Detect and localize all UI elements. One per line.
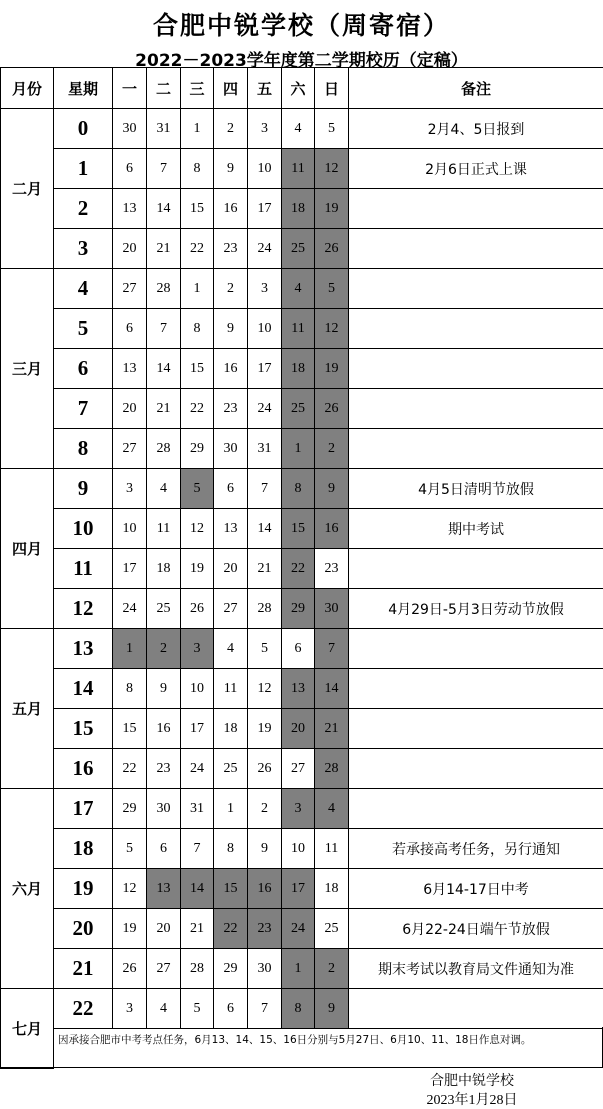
day-cell: 5 bbox=[181, 989, 214, 1029]
day-cell: 20 bbox=[214, 549, 248, 589]
header-sat: 六 bbox=[282, 68, 315, 109]
day-cell: 6 bbox=[282, 629, 315, 669]
day-cell: 26 bbox=[113, 949, 147, 989]
month-label: 二月 bbox=[1, 109, 54, 269]
day-cell: 5 bbox=[113, 829, 147, 869]
day-cell: 6 bbox=[113, 149, 147, 189]
day-cell: 10 bbox=[248, 149, 282, 189]
day-cell: 4 bbox=[147, 469, 181, 509]
day-cell: 9 bbox=[214, 149, 248, 189]
day-cell: 27 bbox=[113, 269, 147, 309]
day-cell: 17 bbox=[181, 709, 214, 749]
day-cell: 6 bbox=[113, 309, 147, 349]
day-cell: 24 bbox=[248, 229, 282, 269]
day-cell-holiday: 8 bbox=[282, 989, 315, 1029]
header-thu: 四 bbox=[214, 68, 248, 109]
day-cell: 11 bbox=[147, 509, 181, 549]
day-cell: 22 bbox=[113, 749, 147, 789]
day-cell: 18 bbox=[315, 869, 349, 909]
day-cell: 16 bbox=[147, 709, 181, 749]
month-label: 四月 bbox=[1, 469, 54, 629]
day-cell-holiday: 16 bbox=[315, 509, 349, 549]
day-cell: 12 bbox=[248, 669, 282, 709]
border-left bbox=[0, 1027, 1, 1068]
day-cell: 6 bbox=[214, 469, 248, 509]
week-row bbox=[1, 389, 603, 429]
day-cell: 24 bbox=[181, 749, 214, 789]
week-row bbox=[1, 629, 603, 669]
day-cell-holiday: 19 bbox=[315, 349, 349, 389]
day-cell: 10 bbox=[181, 669, 214, 709]
week-number: 6 bbox=[54, 349, 113, 389]
note-cell bbox=[349, 389, 603, 429]
day-cell: 23 bbox=[214, 229, 248, 269]
school-calendar-table bbox=[0, 67, 603, 1069]
day-cell: 15 bbox=[181, 189, 214, 229]
note-cell bbox=[349, 189, 603, 229]
note-cell bbox=[349, 309, 603, 349]
week-row bbox=[1, 509, 603, 549]
week-row bbox=[1, 909, 603, 949]
header-month: 月份 bbox=[1, 68, 54, 109]
day-cell-holiday: 28 bbox=[315, 749, 349, 789]
day-cell: 19 bbox=[113, 909, 147, 949]
week-number: 13 bbox=[54, 629, 113, 669]
day-cell: 21 bbox=[147, 389, 181, 429]
day-cell: 17 bbox=[113, 549, 147, 589]
day-cell: 30 bbox=[113, 109, 147, 149]
day-cell-holiday: 30 bbox=[315, 589, 349, 629]
day-cell-holiday: 5 bbox=[181, 469, 214, 509]
note-cell bbox=[349, 429, 603, 469]
note-cell: 6月22-24日端午节放假 bbox=[349, 909, 603, 949]
day-cell-holiday: 4 bbox=[282, 269, 315, 309]
note-cell bbox=[349, 669, 603, 709]
week-number: 3 bbox=[54, 229, 113, 269]
day-cell: 13 bbox=[214, 509, 248, 549]
day-cell: 6 bbox=[147, 829, 181, 869]
note-cell: 2月4、5日报到 bbox=[349, 109, 603, 149]
week-row bbox=[1, 829, 603, 869]
header-tue: 二 bbox=[147, 68, 181, 109]
week-row bbox=[1, 349, 603, 389]
day-cell: 31 bbox=[248, 429, 282, 469]
day-cell-holiday: 3 bbox=[282, 789, 315, 829]
week-row bbox=[1, 669, 603, 709]
month-label: 五月 bbox=[1, 629, 54, 789]
day-cell-holiday: 1 bbox=[113, 629, 147, 669]
day-cell: 11 bbox=[214, 669, 248, 709]
week-number: 12 bbox=[54, 589, 113, 629]
day-cell: 2 bbox=[248, 789, 282, 829]
week-number: 21 bbox=[54, 949, 113, 989]
day-cell: 25 bbox=[214, 749, 248, 789]
week-row bbox=[1, 949, 603, 989]
day-cell: 3 bbox=[113, 989, 147, 1029]
day-cell: 23 bbox=[315, 549, 349, 589]
header-row bbox=[1, 68, 603, 109]
day-cell: 29 bbox=[113, 789, 147, 829]
day-cell: 30 bbox=[248, 949, 282, 989]
day-cell-holiday: 2 bbox=[147, 629, 181, 669]
day-cell: 16 bbox=[214, 189, 248, 229]
day-cell: 31 bbox=[147, 109, 181, 149]
day-cell-holiday: 22 bbox=[214, 909, 248, 949]
day-cell: 2 bbox=[214, 269, 248, 309]
day-cell-holiday: 1 bbox=[282, 949, 315, 989]
day-cell-holiday: 13 bbox=[282, 669, 315, 709]
day-cell-holiday: 14 bbox=[181, 869, 214, 909]
day-cell: 19 bbox=[248, 709, 282, 749]
day-cell: 4 bbox=[282, 109, 315, 149]
week-row bbox=[1, 469, 603, 509]
day-cell: 28 bbox=[147, 269, 181, 309]
day-cell-holiday: 1 bbox=[282, 429, 315, 469]
day-cell-holiday: 11 bbox=[282, 149, 315, 189]
day-cell-holiday: 2 bbox=[315, 949, 349, 989]
day-cell: 18 bbox=[147, 549, 181, 589]
note-cell bbox=[349, 269, 603, 309]
day-cell: 15 bbox=[181, 349, 214, 389]
day-cell-holiday: 15 bbox=[282, 509, 315, 549]
day-cell: 27 bbox=[113, 429, 147, 469]
day-cell: 28 bbox=[181, 949, 214, 989]
week-row bbox=[1, 589, 603, 629]
day-cell: 27 bbox=[214, 589, 248, 629]
note-cell bbox=[349, 549, 603, 589]
day-cell: 1 bbox=[214, 789, 248, 829]
week-row bbox=[1, 709, 603, 749]
week-row bbox=[1, 549, 603, 589]
note-cell bbox=[349, 229, 603, 269]
day-cell-holiday: 12 bbox=[315, 309, 349, 349]
day-cell: 4 bbox=[147, 989, 181, 1029]
month-label: 三月 bbox=[1, 269, 54, 469]
day-cell: 9 bbox=[147, 669, 181, 709]
day-cell-holiday: 25 bbox=[282, 389, 315, 429]
day-cell-holiday: 20 bbox=[282, 709, 315, 749]
week-row bbox=[1, 189, 603, 229]
day-cell: 8 bbox=[181, 309, 214, 349]
day-cell: 17 bbox=[248, 349, 282, 389]
day-cell: 10 bbox=[113, 509, 147, 549]
note-cell: 若承接高考任务，另行通知 bbox=[349, 829, 603, 869]
day-cell: 21 bbox=[248, 549, 282, 589]
day-cell: 7 bbox=[147, 149, 181, 189]
day-cell: 18 bbox=[214, 709, 248, 749]
day-cell: 29 bbox=[214, 949, 248, 989]
day-cell: 12 bbox=[181, 509, 214, 549]
day-cell: 28 bbox=[147, 429, 181, 469]
day-cell-holiday: 16 bbox=[248, 869, 282, 909]
note-cell bbox=[349, 789, 603, 829]
day-cell: 24 bbox=[248, 389, 282, 429]
day-cell: 7 bbox=[181, 829, 214, 869]
day-cell-holiday: 21 bbox=[315, 709, 349, 749]
day-cell: 29 bbox=[181, 429, 214, 469]
day-cell: 21 bbox=[147, 229, 181, 269]
day-cell-holiday: 15 bbox=[214, 869, 248, 909]
header-fri: 五 bbox=[248, 68, 282, 109]
day-cell-holiday: 7 bbox=[315, 629, 349, 669]
day-cell: 16 bbox=[214, 349, 248, 389]
day-cell: 11 bbox=[315, 829, 349, 869]
day-cell: 14 bbox=[147, 349, 181, 389]
week-row bbox=[1, 429, 603, 469]
week-number: 5 bbox=[54, 309, 113, 349]
note-cell: 期末考试以教育局文件通知为准 bbox=[349, 949, 603, 989]
week-number: 22 bbox=[54, 989, 113, 1029]
day-cell: 28 bbox=[248, 589, 282, 629]
day-cell: 22 bbox=[181, 229, 214, 269]
week-row bbox=[1, 789, 603, 829]
day-cell-holiday: 8 bbox=[282, 469, 315, 509]
day-cell: 1 bbox=[181, 269, 214, 309]
note-cell: 4月5日清明节放假 bbox=[349, 469, 603, 509]
header-sun: 日 bbox=[315, 68, 349, 109]
note-cell: 期中考试 bbox=[349, 509, 603, 549]
day-cell: 23 bbox=[147, 749, 181, 789]
day-cell: 22 bbox=[181, 389, 214, 429]
header-notes: 备注 bbox=[349, 68, 603, 109]
day-cell: 5 bbox=[248, 629, 282, 669]
day-cell: 21 bbox=[181, 909, 214, 949]
day-cell-holiday: 23 bbox=[248, 909, 282, 949]
day-cell: 27 bbox=[147, 949, 181, 989]
day-cell: 7 bbox=[248, 469, 282, 509]
note-cell bbox=[349, 709, 603, 749]
day-cell: 30 bbox=[214, 429, 248, 469]
day-cell-holiday: 11 bbox=[282, 309, 315, 349]
week-number: 16 bbox=[54, 749, 113, 789]
day-cell: 31 bbox=[181, 789, 214, 829]
note-cell: 2月6日正式上课 bbox=[349, 149, 603, 189]
week-number: 0 bbox=[54, 109, 113, 149]
week-number: 11 bbox=[54, 549, 113, 589]
day-cell: 3 bbox=[248, 109, 282, 149]
day-cell-holiday: 26 bbox=[315, 389, 349, 429]
week-number: 10 bbox=[54, 509, 113, 549]
day-cell-holiday: 9 bbox=[315, 469, 349, 509]
day-cell: 17 bbox=[248, 189, 282, 229]
week-number: 2 bbox=[54, 189, 113, 229]
day-cell-holiday: 18 bbox=[282, 349, 315, 389]
day-cell: 3 bbox=[113, 469, 147, 509]
day-cell: 26 bbox=[181, 589, 214, 629]
note-cell bbox=[349, 349, 603, 389]
week-row bbox=[1, 149, 603, 189]
calendar-subtitle: 2022－2023学年度第二学期校历（定稿） bbox=[135, 51, 468, 71]
week-row bbox=[1, 309, 603, 349]
week-number: 18 bbox=[54, 829, 113, 869]
day-cell-holiday: 5 bbox=[315, 269, 349, 309]
day-cell: 24 bbox=[113, 589, 147, 629]
day-cell: 14 bbox=[147, 189, 181, 229]
header-wed: 三 bbox=[181, 68, 214, 109]
note-cell: 4月29日-5月3日劳动节放假 bbox=[349, 589, 603, 629]
week-number: 4 bbox=[54, 269, 113, 309]
week-number: 1 bbox=[54, 149, 113, 189]
border-bottom bbox=[0, 1067, 603, 1068]
day-cell: 8 bbox=[214, 829, 248, 869]
day-cell: 13 bbox=[113, 349, 147, 389]
day-cell: 20 bbox=[147, 909, 181, 949]
day-cell: 6 bbox=[214, 989, 248, 1029]
day-cell: 23 bbox=[214, 389, 248, 429]
day-cell-holiday: 26 bbox=[315, 229, 349, 269]
day-cell-holiday: 25 bbox=[282, 229, 315, 269]
month-label: 六月 bbox=[1, 789, 54, 989]
day-cell: 5 bbox=[315, 109, 349, 149]
week-row bbox=[1, 749, 603, 789]
footnote-text: 因承接合肥市中考考点任务，6月13、14、15、16日分别与5月27日、6月10、11、18日作息对调。 bbox=[58, 1034, 532, 1046]
day-cell-holiday: 14 bbox=[315, 669, 349, 709]
note-cell: 6月14-17日中考 bbox=[349, 869, 603, 909]
day-cell: 3 bbox=[248, 269, 282, 309]
day-cell: 7 bbox=[147, 309, 181, 349]
footer-school: 合肥中锐学校 bbox=[430, 1074, 514, 1089]
week-row bbox=[1, 229, 603, 269]
day-cell-holiday: 12 bbox=[315, 149, 349, 189]
day-cell-holiday: 4 bbox=[315, 789, 349, 829]
day-cell-holiday: 29 bbox=[282, 589, 315, 629]
header-mon: 一 bbox=[113, 68, 147, 109]
day-cell: 12 bbox=[113, 869, 147, 909]
day-cell: 27 bbox=[282, 749, 315, 789]
day-cell: 25 bbox=[147, 589, 181, 629]
day-cell-holiday: 22 bbox=[282, 549, 315, 589]
day-cell: 8 bbox=[181, 149, 214, 189]
day-cell: 19 bbox=[181, 549, 214, 589]
day-cell-holiday: 17 bbox=[282, 869, 315, 909]
day-cell: 1 bbox=[181, 109, 214, 149]
day-cell: 10 bbox=[248, 309, 282, 349]
day-cell: 20 bbox=[113, 389, 147, 429]
day-cell: 9 bbox=[248, 829, 282, 869]
day-cell: 20 bbox=[113, 229, 147, 269]
day-cell-holiday: 9 bbox=[315, 989, 349, 1029]
day-cell-holiday: 18 bbox=[282, 189, 315, 229]
calendar-title: 合肥中锐学校（周寄宿） bbox=[152, 11, 450, 40]
week-number: 7 bbox=[54, 389, 113, 429]
day-cell-holiday: 13 bbox=[147, 869, 181, 909]
day-cell: 13 bbox=[113, 189, 147, 229]
week-row bbox=[1, 109, 603, 149]
day-cell: 30 bbox=[147, 789, 181, 829]
note-cell bbox=[349, 629, 603, 669]
week-number: 15 bbox=[54, 709, 113, 749]
week-row bbox=[1, 269, 603, 309]
day-cell-holiday: 2 bbox=[315, 429, 349, 469]
week-number: 14 bbox=[54, 669, 113, 709]
day-cell: 10 bbox=[282, 829, 315, 869]
week-number: 20 bbox=[54, 909, 113, 949]
day-cell: 15 bbox=[113, 709, 147, 749]
day-cell-holiday: 3 bbox=[181, 629, 214, 669]
day-cell: 4 bbox=[214, 629, 248, 669]
day-cell: 14 bbox=[248, 509, 282, 549]
note-cell bbox=[349, 989, 603, 1029]
week-number: 9 bbox=[54, 469, 113, 509]
day-cell: 7 bbox=[248, 989, 282, 1029]
day-cell: 26 bbox=[248, 749, 282, 789]
footer-date: 2023年1月28日 bbox=[426, 1093, 518, 1108]
month-label: 七月 bbox=[1, 989, 54, 1069]
week-row bbox=[1, 989, 603, 1029]
note-cell bbox=[349, 749, 603, 789]
day-cell-holiday: 24 bbox=[282, 909, 315, 949]
week-number: 19 bbox=[54, 869, 113, 909]
header-week: 星期 bbox=[54, 68, 113, 109]
week-number: 17 bbox=[54, 789, 113, 829]
day-cell: 8 bbox=[113, 669, 147, 709]
day-cell: 9 bbox=[214, 309, 248, 349]
day-cell: 25 bbox=[315, 909, 349, 949]
week-number: 8 bbox=[54, 429, 113, 469]
week-row bbox=[1, 869, 603, 909]
day-cell-holiday: 19 bbox=[315, 189, 349, 229]
day-cell: 2 bbox=[214, 109, 248, 149]
